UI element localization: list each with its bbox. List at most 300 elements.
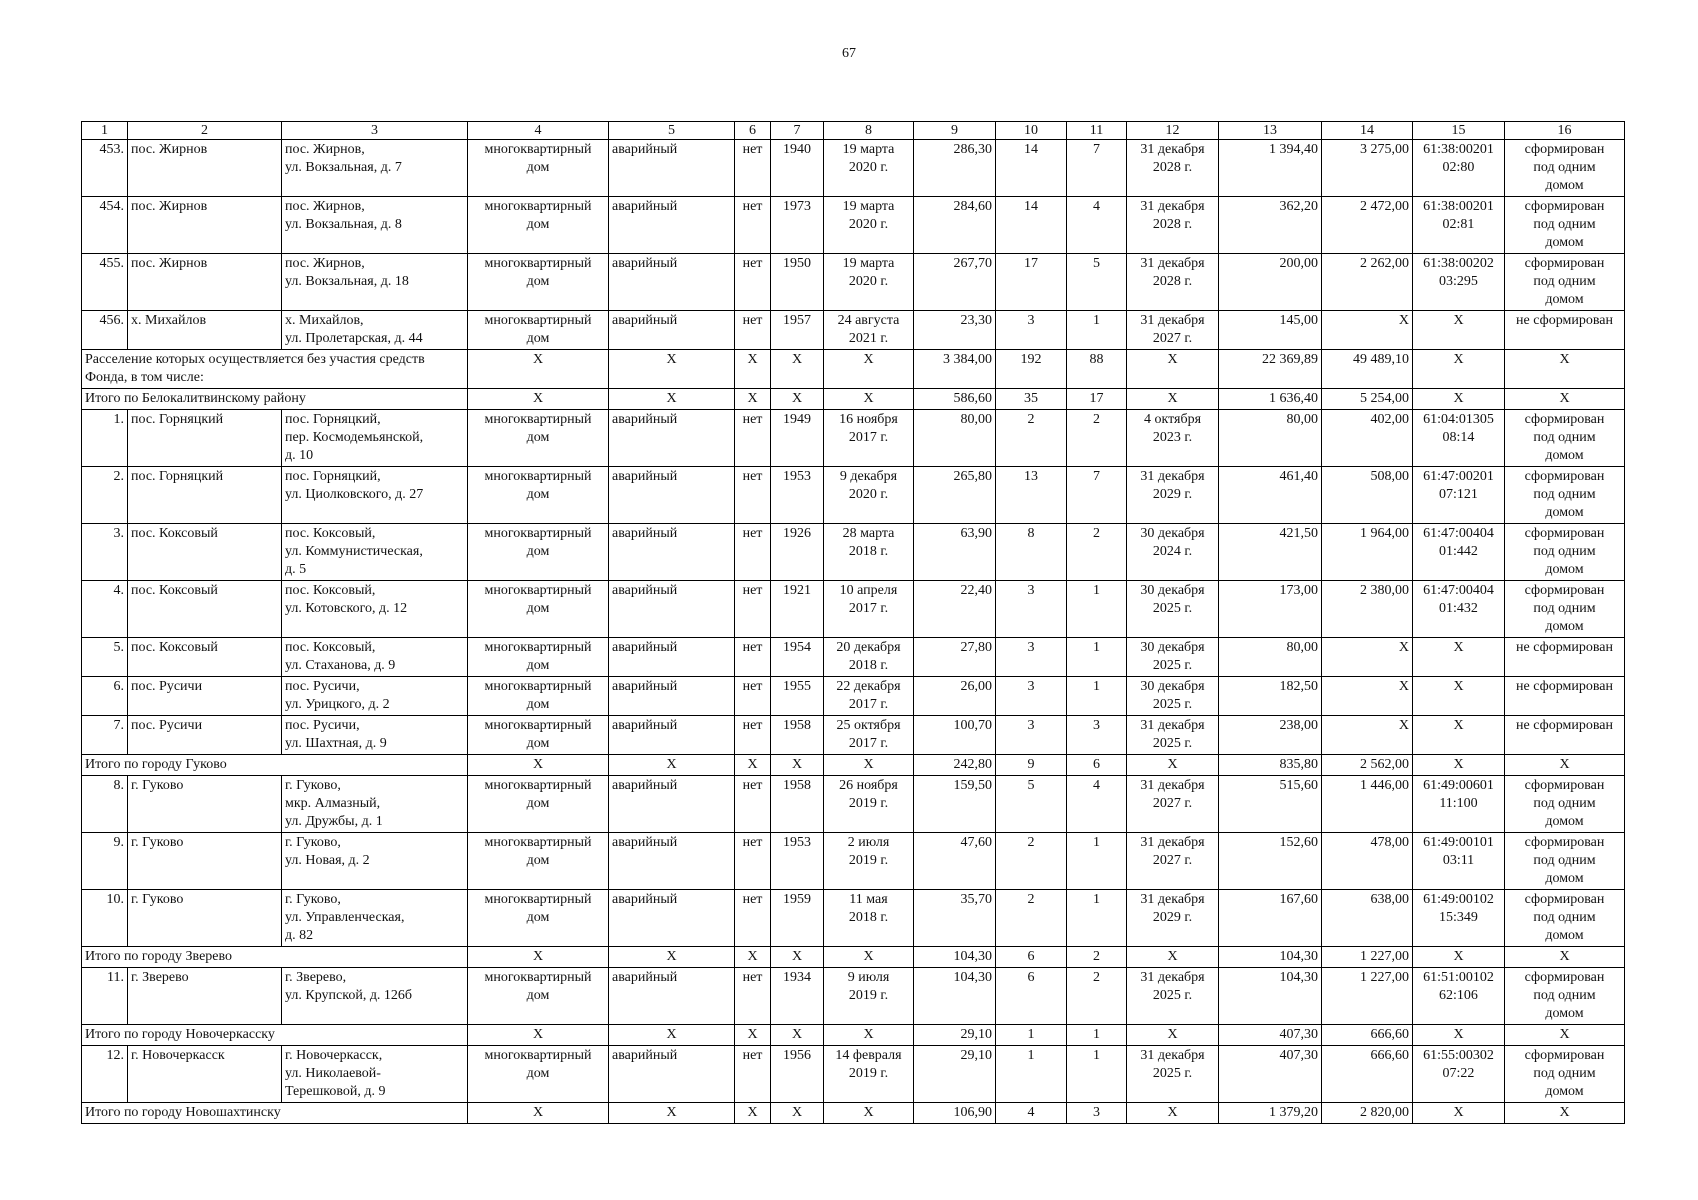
table-cell: 1955 — [771, 677, 824, 716]
table-cell: пос. Коксовый, ул. Котовского, д. 12 — [282, 581, 468, 638]
table-cell: 61:49:00601 11:100 — [1413, 776, 1505, 833]
table-cell: аварийный — [609, 968, 735, 1025]
table-cell: Х — [609, 1025, 735, 1046]
table-cell: не сформирован — [1505, 677, 1625, 716]
table-cell: 61:04:01305 08:14 — [1413, 410, 1505, 467]
table-cell: Х — [824, 1025, 914, 1046]
table-row — [82, 311, 1625, 350]
table-cell: Х — [771, 947, 824, 968]
table-cell: пос. Коксовый, ул. Коммунистическая, д. 5 — [282, 524, 468, 581]
table-cell: 26,00 — [914, 677, 996, 716]
table-cell: 19 марта 2020 г. — [824, 197, 914, 254]
table-cell: 9. — [82, 833, 128, 890]
summary-label: Итого по городу Гуково — [82, 755, 468, 776]
table-cell: 23,30 — [914, 311, 996, 350]
table-cell: нет — [735, 638, 771, 677]
column-number-header: 10 — [996, 122, 1067, 140]
table-cell: 6 — [1067, 755, 1127, 776]
table-cell: многоквартирный дом — [468, 638, 609, 677]
table-cell: многоквартирный дом — [468, 140, 609, 197]
table-cell: 167,60 — [1219, 890, 1322, 947]
table-cell: не сформирован — [1505, 716, 1625, 755]
table-cell: Х — [1322, 311, 1413, 350]
table-cell: Х — [735, 755, 771, 776]
table-cell: 5. — [82, 638, 128, 677]
table-cell: 61:49:00102 15:349 — [1413, 890, 1505, 947]
table-cell: 31 декабря 2025 г. — [1127, 968, 1219, 1025]
table-cell: пос. Жирнов, ул. Вокзальная, д. 8 — [282, 197, 468, 254]
table-cell: 145,00 — [1219, 311, 1322, 350]
table-cell: 402,00 — [1322, 410, 1413, 467]
table-cell: 238,00 — [1219, 716, 1322, 755]
table-cell: 26 ноября 2019 г. — [824, 776, 914, 833]
table-cell: 31 декабря 2028 г. — [1127, 197, 1219, 254]
table-cell: Х — [468, 350, 609, 389]
table-cell: 586,60 — [914, 389, 996, 410]
table-cell: г. Новочеркасск — [128, 1046, 282, 1103]
table-cell: 14 — [996, 140, 1067, 197]
table-cell: 14 — [996, 197, 1067, 254]
table-cell: Х — [1505, 1103, 1625, 1124]
table-cell: 3 — [1067, 716, 1127, 755]
table-cell: пос. Русичи — [128, 716, 282, 755]
table-cell: 35,70 — [914, 890, 996, 947]
table-cell: Х — [771, 1103, 824, 1124]
column-number-header: 14 — [1322, 122, 1413, 140]
table-cell: многоквартирный дом — [468, 581, 609, 638]
column-number-header: 7 — [771, 122, 824, 140]
table-cell: 2 июля 2019 г. — [824, 833, 914, 890]
table-cell: многоквартирный дом — [468, 968, 609, 1025]
table-cell: нет — [735, 776, 771, 833]
table-cell: 1 636,40 — [1219, 389, 1322, 410]
table-cell: пос. Коксовый — [128, 581, 282, 638]
table-cell: 30 декабря 2025 г. — [1127, 581, 1219, 638]
table-cell: 104,30 — [1219, 947, 1322, 968]
table-cell: Х — [1322, 638, 1413, 677]
table-row — [82, 890, 1625, 947]
table-cell: 182,50 — [1219, 677, 1322, 716]
table-cell: 10. — [82, 890, 128, 947]
table-cell: 1940 — [771, 140, 824, 197]
table-cell: 61:51:00102 62:106 — [1413, 968, 1505, 1025]
table-row — [82, 140, 1625, 197]
table-cell: 31 декабря 2029 г. — [1127, 467, 1219, 524]
table-cell: 31 декабря 2027 г. — [1127, 311, 1219, 350]
table-cell: х. Михайлов, ул. Пролетарская, д. 44 — [282, 311, 468, 350]
table-cell: 1. — [82, 410, 128, 467]
table-cell: Х — [1505, 350, 1625, 389]
table-cell: Х — [1413, 716, 1505, 755]
table-cell: 2 380,00 — [1322, 581, 1413, 638]
table-cell: 3 — [996, 677, 1067, 716]
table-cell: 28 марта 2018 г. — [824, 524, 914, 581]
table-cell: аварийный — [609, 410, 735, 467]
table-cell: 7. — [82, 716, 128, 755]
column-number-header: 16 — [1505, 122, 1625, 140]
table-cell: 173,00 — [1219, 581, 1322, 638]
table-cell: 1 379,20 — [1219, 1103, 1322, 1124]
table-row — [82, 1046, 1625, 1103]
table-cell: Х — [1413, 755, 1505, 776]
table-cell: 19 марта 2020 г. — [824, 254, 914, 311]
table-cell: Х — [735, 1025, 771, 1046]
table-cell: 61:55:00302 07:22 — [1413, 1046, 1505, 1103]
table-cell: 3 384,00 — [914, 350, 996, 389]
table-cell: Х — [1413, 1103, 1505, 1124]
table-cell: Х — [468, 947, 609, 968]
column-number-header: 1 — [82, 122, 128, 140]
table-cell: 2 562,00 — [1322, 755, 1413, 776]
table-cell: 515,60 — [1219, 776, 1322, 833]
table-cell: Х — [1127, 389, 1219, 410]
table-cell: 286,30 — [914, 140, 996, 197]
table-cell: Х — [1127, 1025, 1219, 1046]
table-cell: сформирован под одним домом — [1505, 467, 1625, 524]
table-cell: 31 декабря 2027 г. — [1127, 833, 1219, 890]
table-cell: пос. Горняцкий, пер. Космодемьянской, д. 10 — [282, 410, 468, 467]
table-cell: 3 — [996, 638, 1067, 677]
table-cell: пос. Жирнов, ул. Вокзальная, д. 7 — [282, 140, 468, 197]
table-cell: 1949 — [771, 410, 824, 467]
table-cell: Х — [609, 947, 735, 968]
table-cell: многоквартирный дом — [468, 890, 609, 947]
table-cell: 1959 — [771, 890, 824, 947]
table-cell: г. Зверево — [128, 968, 282, 1025]
table-cell: 478,00 — [1322, 833, 1413, 890]
table-cell: сформирован под одним домом — [1505, 581, 1625, 638]
table-cell: 4 — [1067, 197, 1127, 254]
table-cell: сформирован под одним домом — [1505, 410, 1625, 467]
summary-row — [82, 947, 1625, 968]
page-number: 67 — [842, 46, 856, 61]
table-cell: 5 — [996, 776, 1067, 833]
table-cell: Х — [468, 1103, 609, 1124]
table-cell: 104,30 — [914, 968, 996, 1025]
table-cell: 3 — [1067, 1103, 1127, 1124]
table-cell: Х — [824, 389, 914, 410]
table-cell: многоквартирный дом — [468, 311, 609, 350]
table-cell: 104,30 — [914, 947, 996, 968]
column-number-header: 11 — [1067, 122, 1127, 140]
table-cell: Х — [824, 755, 914, 776]
summary-label: Итого по городу Зверево — [82, 947, 468, 968]
table-cell: 1957 — [771, 311, 824, 350]
summary-row — [82, 389, 1625, 410]
table-cell: многоквартирный дом — [468, 1046, 609, 1103]
table-cell: Х — [609, 350, 735, 389]
table-cell: 1 — [996, 1046, 1067, 1103]
table-cell: 104,30 — [1219, 968, 1322, 1025]
table-cell: Х — [735, 1103, 771, 1124]
table-cell: нет — [735, 410, 771, 467]
table-cell: 200,00 — [1219, 254, 1322, 311]
table-cell: пос. Коксовый — [128, 524, 282, 581]
table-cell: нет — [735, 140, 771, 197]
table-cell: 421,50 — [1219, 524, 1322, 581]
table-cell: 16 ноября 2017 г. — [824, 410, 914, 467]
table-cell: многоквартирный дом — [468, 716, 609, 755]
table-cell: 31 декабря 2027 г. — [1127, 776, 1219, 833]
table-cell: 17 — [1067, 389, 1127, 410]
table-cell: г. Зверево, ул. Крупской, д. 126б — [282, 968, 468, 1025]
summary-label: Итого по Белокалитвинскому району — [82, 389, 468, 410]
table-cell: Х — [1127, 350, 1219, 389]
table-cell: 1 — [1067, 1025, 1127, 1046]
table-cell: 61:38:00202 03:295 — [1413, 254, 1505, 311]
table-cell: не сформирован — [1505, 638, 1625, 677]
table-cell: Х — [468, 1025, 609, 1046]
table-cell: г. Гуково, мкр. Алмазный, ул. Дружбы, д. 1 — [282, 776, 468, 833]
table-cell: 6. — [82, 677, 128, 716]
table-cell: Х — [609, 1103, 735, 1124]
table-cell: аварийный — [609, 254, 735, 311]
table-cell: 100,70 — [914, 716, 996, 755]
table-cell: 12. — [82, 1046, 128, 1103]
table-cell: 1 964,00 — [1322, 524, 1413, 581]
table-cell: аварийный — [609, 467, 735, 524]
summary-label: Расселение которых осуществляется без участия средств Фонда, в том числе: — [82, 350, 468, 389]
table-cell: 29,10 — [914, 1046, 996, 1103]
table-row — [82, 197, 1625, 254]
table-cell: г. Гуково — [128, 776, 282, 833]
table-cell: 13 — [996, 467, 1067, 524]
table-cell: пос. Жирнов — [128, 254, 282, 311]
table-cell: 61:47:00201 07:121 — [1413, 467, 1505, 524]
table-cell: 3. — [82, 524, 128, 581]
table-cell: сформирован под одним домом — [1505, 833, 1625, 890]
table-cell: 4. — [82, 581, 128, 638]
table-cell: Х — [771, 350, 824, 389]
table-cell: 1 — [1067, 581, 1127, 638]
table-cell: нет — [735, 716, 771, 755]
table-cell: нет — [735, 581, 771, 638]
table-row — [82, 638, 1625, 677]
table-cell: 454. — [82, 197, 128, 254]
table-cell: 8 — [996, 524, 1067, 581]
table-cell: 6 — [996, 968, 1067, 1025]
table-cell: аварийный — [609, 197, 735, 254]
table-cell: 2 472,00 — [1322, 197, 1413, 254]
column-number-header: 9 — [914, 122, 996, 140]
table-cell: нет — [735, 254, 771, 311]
table-cell: многоквартирный дом — [468, 467, 609, 524]
table-cell: 362,20 — [1219, 197, 1322, 254]
table-cell: аварийный — [609, 140, 735, 197]
table-cell: 192 — [996, 350, 1067, 389]
table-cell: 1954 — [771, 638, 824, 677]
table-cell: пос. Жирнов — [128, 140, 282, 197]
table-cell: Х — [735, 350, 771, 389]
table-cell: 1958 — [771, 716, 824, 755]
table-cell: 47,60 — [914, 833, 996, 890]
table-cell: 2 820,00 — [1322, 1103, 1413, 1124]
table-cell: 3 — [996, 581, 1067, 638]
column-number-header: 5 — [609, 122, 735, 140]
table-cell: Х — [609, 755, 735, 776]
table-cell: 835,80 — [1219, 755, 1322, 776]
table-row — [82, 254, 1625, 311]
table-cell: 35 — [996, 389, 1067, 410]
table-cell: нет — [735, 197, 771, 254]
table-cell: 1 227,00 — [1322, 968, 1413, 1025]
table-cell: 8. — [82, 776, 128, 833]
table-cell: 1 227,00 — [1322, 947, 1413, 968]
table-cell: 267,70 — [914, 254, 996, 311]
table-cell: 7 — [1067, 467, 1127, 524]
column-number-header: 13 — [1219, 122, 1322, 140]
table-cell: 30 декабря 2024 г. — [1127, 524, 1219, 581]
table-cell: 24 августа 2021 г. — [824, 311, 914, 350]
table-cell: 4 — [996, 1103, 1067, 1124]
table-cell: сформирован под одним домом — [1505, 890, 1625, 947]
housing-registry-table — [81, 121, 1625, 1124]
table-cell: Х — [1322, 716, 1413, 755]
table-cell: 455. — [82, 254, 128, 311]
table-cell: 2 — [1067, 410, 1127, 467]
table-cell: 1 446,00 — [1322, 776, 1413, 833]
table-cell: 106,90 — [914, 1103, 996, 1124]
table-cell: Х — [771, 389, 824, 410]
table-cell: 1926 — [771, 524, 824, 581]
table-cell: сформирован под одним домом — [1505, 197, 1625, 254]
table-cell: аварийный — [609, 1046, 735, 1103]
table-cell: Х — [735, 389, 771, 410]
table-cell: сформирован под одним домом — [1505, 254, 1625, 311]
table-cell: аварийный — [609, 716, 735, 755]
table-cell: 461,40 — [1219, 467, 1322, 524]
table-cell: Х — [1127, 947, 1219, 968]
table-cell: Х — [824, 350, 914, 389]
table-cell: 61:38:00201 02:80 — [1413, 140, 1505, 197]
table-row — [82, 833, 1625, 890]
table-cell: 1953 — [771, 833, 824, 890]
table-cell: 31 декабря 2025 г. — [1127, 716, 1219, 755]
table-cell: 88 — [1067, 350, 1127, 389]
table-cell: Х — [1413, 389, 1505, 410]
table-row — [82, 677, 1625, 716]
table-cell: пос. Русичи — [128, 677, 282, 716]
table-cell: аварийный — [609, 311, 735, 350]
table-cell: 14 февраля 2019 г. — [824, 1046, 914, 1103]
table-cell: 63,90 — [914, 524, 996, 581]
table-cell: Х — [1322, 677, 1413, 716]
table-cell: 29,10 — [914, 1025, 996, 1046]
table-cell: многоквартирный дом — [468, 524, 609, 581]
table-cell: 3 — [996, 716, 1067, 755]
table-cell: 22,40 — [914, 581, 996, 638]
table-cell: Х — [1127, 1103, 1219, 1124]
table-cell: 1973 — [771, 197, 824, 254]
table-cell: Х — [1505, 947, 1625, 968]
table-cell: нет — [735, 311, 771, 350]
table-cell: аварийный — [609, 638, 735, 677]
table-cell: пос. Горняцкий — [128, 410, 282, 467]
table-cell: 31 декабря 2025 г. — [1127, 1046, 1219, 1103]
table-cell: многоквартирный дом — [468, 197, 609, 254]
table-cell: Х — [468, 389, 609, 410]
table-cell: пос. Жирнов, ул. Вокзальная, д. 18 — [282, 254, 468, 311]
table-cell: сформирован под одним домом — [1505, 968, 1625, 1025]
table-cell: 2 — [1067, 947, 1127, 968]
table-cell: 456. — [82, 311, 128, 350]
table-cell: 17 — [996, 254, 1067, 311]
table-cell: аварийный — [609, 776, 735, 833]
column-number-header: 4 — [468, 122, 609, 140]
table-cell: Х — [771, 1025, 824, 1046]
table-cell: Х — [735, 947, 771, 968]
table-cell: 80,00 — [914, 410, 996, 467]
table-row — [82, 410, 1625, 467]
table-cell: 31 декабря 2028 г. — [1127, 254, 1219, 311]
table-cell: Х — [468, 755, 609, 776]
table-cell: 3 275,00 — [1322, 140, 1413, 197]
table-cell: пос. Русичи, ул. Урицкого, д. 2 — [282, 677, 468, 716]
table-cell: г. Гуково — [128, 890, 282, 947]
table-cell: многоквартирный дом — [468, 410, 609, 467]
table-cell: пос. Жирнов — [128, 197, 282, 254]
table-cell: пос. Русичи, ул. Шахтная, д. 9 — [282, 716, 468, 755]
table-cell: 638,00 — [1322, 890, 1413, 947]
table-cell: 1950 — [771, 254, 824, 311]
table-cell: Х — [1413, 947, 1505, 968]
table-cell: 25 октября 2017 г. — [824, 716, 914, 755]
table-cell: 61:47:00404 01:432 — [1413, 581, 1505, 638]
table-cell: 1 — [1067, 890, 1127, 947]
table-cell: 666,60 — [1322, 1025, 1413, 1046]
table-cell: 1 — [1067, 833, 1127, 890]
table-cell: 80,00 — [1219, 410, 1322, 467]
table-cell: 1958 — [771, 776, 824, 833]
table-row — [82, 776, 1625, 833]
column-number-header: 8 — [824, 122, 914, 140]
table-cell: 9 — [996, 755, 1067, 776]
table-cell: 11. — [82, 968, 128, 1025]
table-cell: пос. Горняцкий, ул. Циолковского, д. 27 — [282, 467, 468, 524]
table-cell: не сформирован — [1505, 311, 1625, 350]
table-cell: Х — [824, 1103, 914, 1124]
table-cell: 1956 — [771, 1046, 824, 1103]
table-cell: аварийный — [609, 890, 735, 947]
table-cell: Х — [1505, 389, 1625, 410]
table-cell: нет — [735, 524, 771, 581]
table-cell: 7 — [1067, 140, 1127, 197]
table-cell: Х — [1127, 755, 1219, 776]
table-cell: г. Гуково, ул. Управленческая, д. 82 — [282, 890, 468, 947]
table-cell: Х — [1413, 1025, 1505, 1046]
table-cell: Х — [824, 947, 914, 968]
table-cell: 9 декабря 2020 г. — [824, 467, 914, 524]
table-cell: Х — [1505, 1025, 1625, 1046]
table-cell: 9 июля 2019 г. — [824, 968, 914, 1025]
table-cell: 27,80 — [914, 638, 996, 677]
table-cell: Х — [1413, 311, 1505, 350]
table-row — [82, 968, 1625, 1025]
table-cell: 20 декабря 2018 г. — [824, 638, 914, 677]
table-cell: 152,60 — [1219, 833, 1322, 890]
table-cell: 11 мая 2018 г. — [824, 890, 914, 947]
table-cell: Х — [771, 755, 824, 776]
table-cell: нет — [735, 968, 771, 1025]
table-cell: 2. — [82, 467, 128, 524]
table-cell: Х — [1413, 677, 1505, 716]
table-cell: аварийный — [609, 833, 735, 890]
table-cell: Х — [1413, 350, 1505, 389]
table-cell: 6 — [996, 947, 1067, 968]
table-cell: Х — [1505, 755, 1625, 776]
summary-row — [82, 1103, 1625, 1124]
column-number-header: 15 — [1413, 122, 1505, 140]
